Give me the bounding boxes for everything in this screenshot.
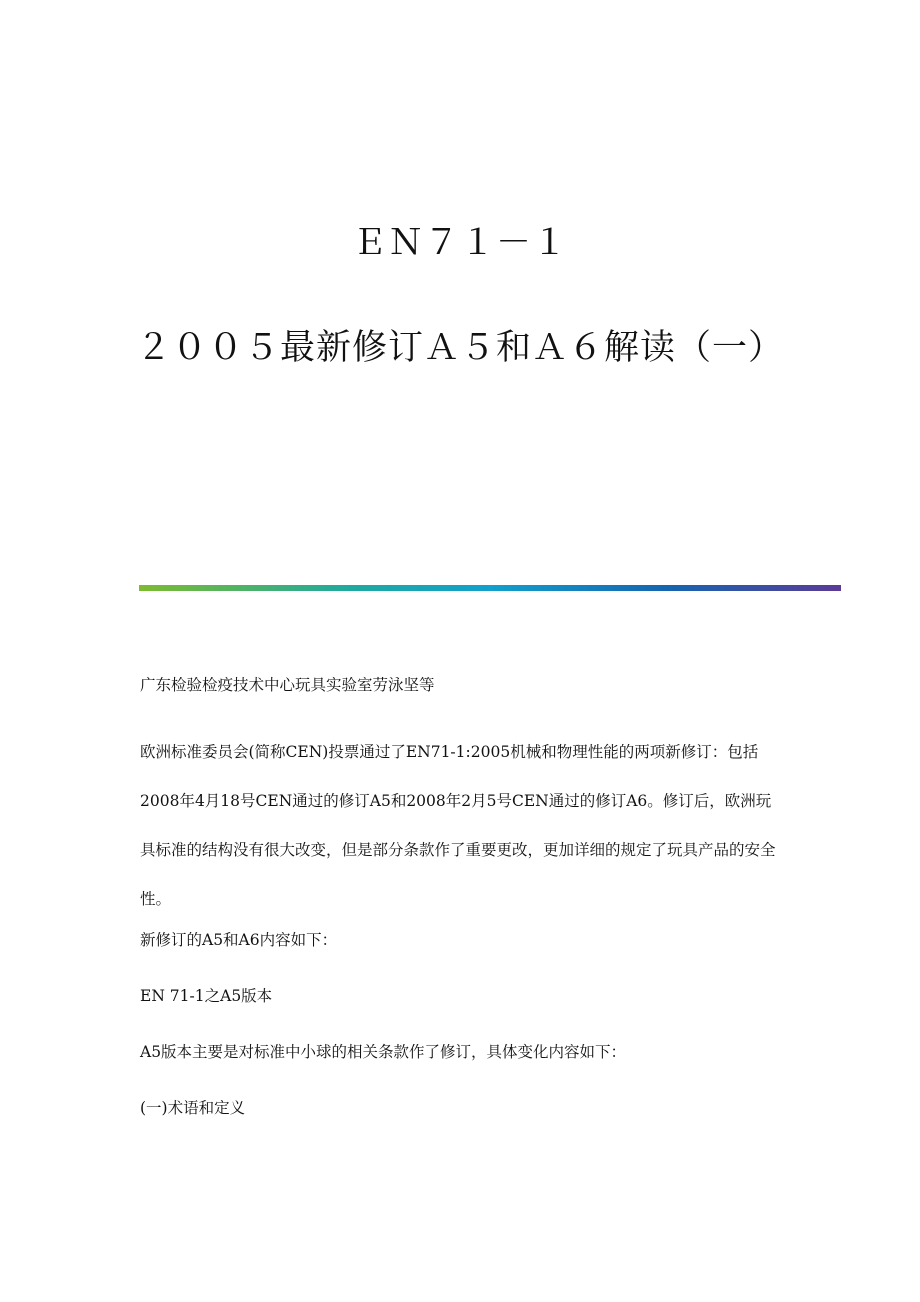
content-intro: 新修订的A5和A6内容如下： — [140, 931, 338, 949]
section-terms-definitions: (一)术语和定义 — [140, 1099, 246, 1117]
gradient-divider — [139, 585, 841, 591]
author-line: 广东检验检疫技术中心玩具实验室劳泳坚等 — [140, 676, 435, 694]
document-title-line-1: ＥＮ７１－１ — [351, 223, 568, 263]
section-heading-a5: EN 71-1之A5版本 — [140, 987, 273, 1005]
paragraph-intro: 欧洲标准委员会(简称CEN)投票通过了EN71-1:2005机械和物理性能的两项新修订：包括2008年4月18号CEN通过的修订A5和2008年2月5号CEN通过的修订A6。修订后，欧洲玩具标准的结构没有很大改变，但是部分条款作了重要更改，更加详细的规定了玩具产品的安全性。 — [140, 743, 776, 908]
a5-description: A5版本主要是对标准中小球的相关条款作了修订，具体变化内容如下： — [140, 1043, 627, 1061]
document-title-line-2: ２００５最新修订Ａ５和Ａ６解读（一） — [135, 328, 784, 368]
